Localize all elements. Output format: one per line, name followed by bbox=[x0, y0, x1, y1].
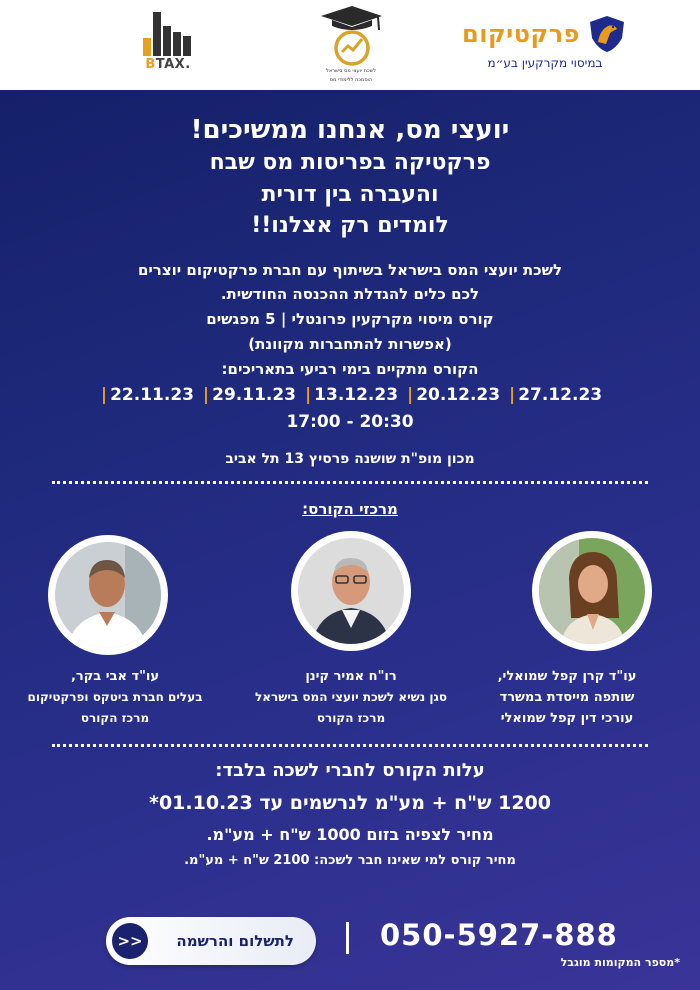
portrait-woman-image bbox=[539, 538, 645, 644]
lecturer-role: סגן נשיא לשכת יועצי המס בישראל bbox=[255, 690, 447, 704]
graduation-cap-icon bbox=[316, 4, 386, 66]
headline-line-2: פרקטיקה בפריסות מס שבח bbox=[209, 150, 491, 175]
price-zoom: מחיר לצפיה בזום 1000 ש"ח + מע"מ. bbox=[206, 825, 494, 844]
headline-line-4: לומדים רק אצלנו!! bbox=[251, 213, 449, 238]
practicum-tagline: במיסוי מקרקעין בע״מ bbox=[487, 56, 603, 70]
portrait-man-image bbox=[55, 542, 161, 648]
avatar-keren bbox=[532, 531, 652, 651]
date-item: 20.12.23 bbox=[416, 385, 501, 405]
lecturer-role: מרכז הקורס bbox=[80, 711, 150, 725]
lecturer-name: עו"ד קרן קפל שמואלי, bbox=[497, 669, 637, 684]
price-non-member: מחיר קורס למי שאינו חבר לשכה: 2100 ש"ח + מע"מ. bbox=[184, 853, 516, 868]
lecturer-avi bbox=[4, 666, 226, 729]
intro-line-4: (אפשרות להתחברות מקוונת) bbox=[248, 335, 452, 353]
intro-line-5: הקורס מתקיים בימי רביעי בתאריכים: bbox=[221, 360, 479, 378]
headline-line-1: יועצי מס, אנחנו ממשיכים! bbox=[190, 115, 510, 145]
horse-shield-icon bbox=[586, 14, 628, 54]
logo-bar bbox=[0, 0, 700, 90]
date-item: 13.12.23 bbox=[314, 385, 399, 405]
cert-line-2: הוסמכה ללימודי מס bbox=[329, 77, 373, 83]
dotted-divider bbox=[52, 744, 648, 747]
lecturer-name: עו"ד אבי בקר, bbox=[70, 669, 160, 684]
practicum-logo bbox=[455, 14, 635, 70]
lecturer-role: מרכז הקורס bbox=[316, 711, 386, 725]
course-dates: 27.12.23| 20.12.23| 13.12.23| 29.11.23| 22.11.23| bbox=[100, 385, 603, 405]
lecturers-title: מרכזי הקורס: bbox=[302, 500, 398, 518]
lecturer-role: בעלים חברת ביטקס ופרקטיקום bbox=[27, 690, 203, 704]
intro-line-3: קורס מיסוי מקרקעין פרונטלי | 5 מפגשים bbox=[206, 310, 494, 328]
double-chevron-left-icon: << bbox=[112, 923, 148, 959]
avatar-avi bbox=[48, 535, 168, 655]
avatar-amir bbox=[291, 531, 411, 651]
course-venue: מכון מופ"ת שושנה פרסיץ 13 תל אביב bbox=[225, 451, 475, 467]
lecturer-name: רו"ח אמיר קינן bbox=[305, 669, 397, 684]
limited-seats-note: *מספר המקומות מוגבל bbox=[560, 956, 680, 969]
tax-consultants-logo bbox=[296, 4, 406, 84]
cert-line-1: לשכת יועצי מס בישראל bbox=[326, 68, 376, 74]
register-button-label: לתשלום והרשמה bbox=[176, 932, 294, 950]
btax-logo bbox=[133, 12, 203, 72]
portrait-man-suit-image bbox=[298, 538, 404, 644]
intro-line-1: לשכת יועצי המס בישראל בשיתוף עם חברת פרקטיקום יוצרים bbox=[137, 261, 563, 279]
bar-graph-icon bbox=[141, 12, 195, 56]
date-item: 29.11.23 bbox=[212, 385, 297, 405]
dotted-divider bbox=[52, 481, 648, 484]
lecturer-amir bbox=[236, 666, 466, 729]
register-button[interactable] bbox=[106, 917, 316, 965]
course-time: 17:00 - 20:30 bbox=[286, 412, 414, 432]
practicum-brand-name: פרקטיקום bbox=[462, 20, 580, 48]
date-item: 22.11.23 bbox=[110, 385, 194, 405]
phone-number[interactable]: 050-5927-888 bbox=[380, 918, 618, 952]
lecturer-role: עורכי דין קפל שמואלי bbox=[500, 711, 634, 726]
price-main: 1200 ש"ח + מע"מ לנרשמים עד 01.10.23* bbox=[149, 792, 551, 814]
btax-wordmark: BTAX. bbox=[145, 57, 191, 72]
lecturer-keren bbox=[462, 666, 672, 729]
date-item: 27.12.23 bbox=[518, 385, 603, 405]
intro-line-2: לכם כלים להגדלת ההכנסה החודשית. bbox=[220, 285, 480, 303]
headline-line-3: והעברה בין דורית bbox=[261, 182, 439, 207]
lecturer-role: שותפה מייסדת במשרד bbox=[499, 690, 635, 705]
vertical-divider bbox=[346, 922, 349, 954]
pricing-title: עלות הקורס לחברי לשכה בלבד: bbox=[215, 760, 485, 781]
